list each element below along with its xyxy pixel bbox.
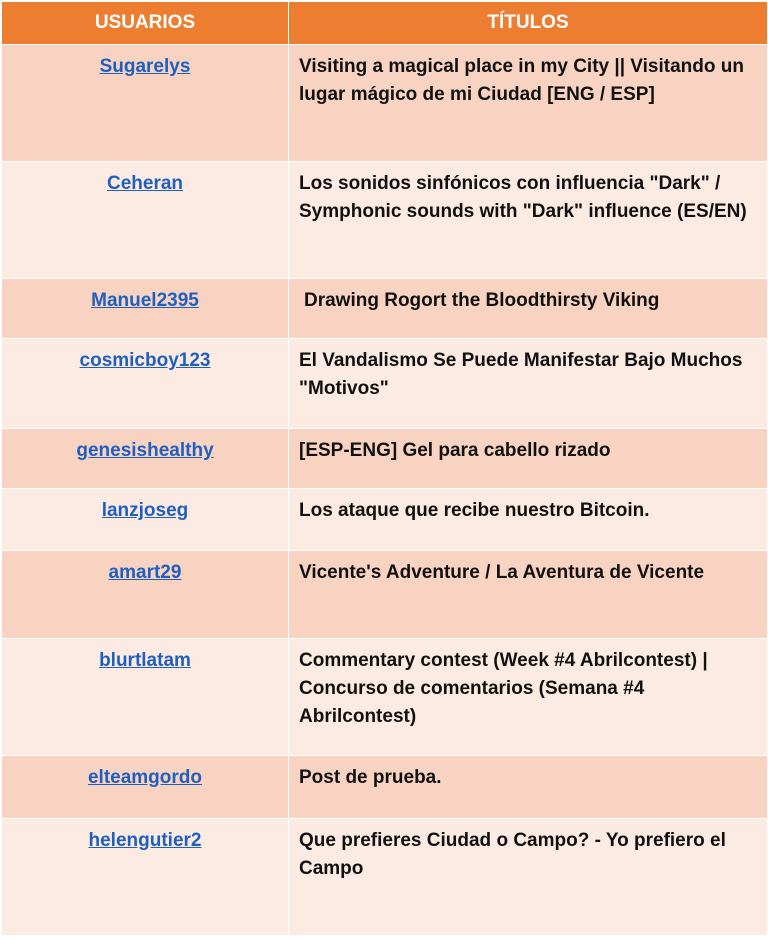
table-row [2,551,768,639]
user-link[interactable]: Manuel2395 [91,290,199,311]
user-link[interactable]: Ceheran [106,173,184,194]
user-cell [2,339,289,429]
table-header-row [2,2,768,45]
title-cell: Drawing Rogort the Bloodthirsty Viking [289,279,768,339]
user-cell [2,551,289,639]
header-titles: TÍTULOS [289,2,768,45]
table-row [2,489,768,551]
user-cell [2,429,289,489]
title-cell: Vicente's Adventure / La Aventura de Vicente [289,551,768,639]
table-row [2,45,768,162]
title-cell: Los ataque que recibe nuestro Bitcoin. [289,489,768,551]
user-link[interactable]: amart29 [108,562,182,583]
user-cell [2,162,289,279]
users-titles-table [1,1,768,936]
user-cell [2,819,289,936]
user-link[interactable]: helengutier2 [88,830,202,851]
table-row [2,429,768,489]
user-cell [2,639,289,756]
table-row [2,339,768,429]
user-cell [2,489,289,551]
table-row [2,756,768,819]
user-link[interactable]: Sugarelys [99,56,191,77]
table-row [2,162,768,279]
table-row [2,639,768,756]
title-cell: Que prefieres Ciudad o Campo? - Yo prefiero el Campo [289,819,768,936]
table-row [2,819,768,936]
user-link[interactable]: blurtlatam [99,650,191,671]
table-row [2,279,768,339]
header-users: USUARIOS [2,2,289,45]
title-cell: El Vandalismo Se Puede Manifestar Bajo Muchos "Motivos" [289,339,768,429]
user-cell [2,279,289,339]
user-cell [2,45,289,162]
title-cell: Visiting a magical place in my City || Visitando un lugar mágico de mi Ciudad [ENG / ESP] [289,45,768,162]
title-cell: Commentary contest (Week #4 Abrilcontest) | Concurso de comentarios (Semana #4 Abrilcontest) [289,639,768,756]
user-link[interactable]: genesishealthy [76,440,214,461]
title-cell: Post de prueba. [289,756,768,819]
title-cell: [ESP-ENG] Gel para cabello rizado [289,429,768,489]
user-link[interactable]: elteamgordo [87,767,203,788]
title-cell: Los sonidos sinfónicos con influencia "Dark" / Symphonic sounds with "Dark" influence (ES/EN) [289,162,768,279]
user-link[interactable]: cosmicboy123 [79,350,211,371]
user-cell [2,756,289,819]
user-link[interactable]: lanzjoseg [101,500,189,521]
